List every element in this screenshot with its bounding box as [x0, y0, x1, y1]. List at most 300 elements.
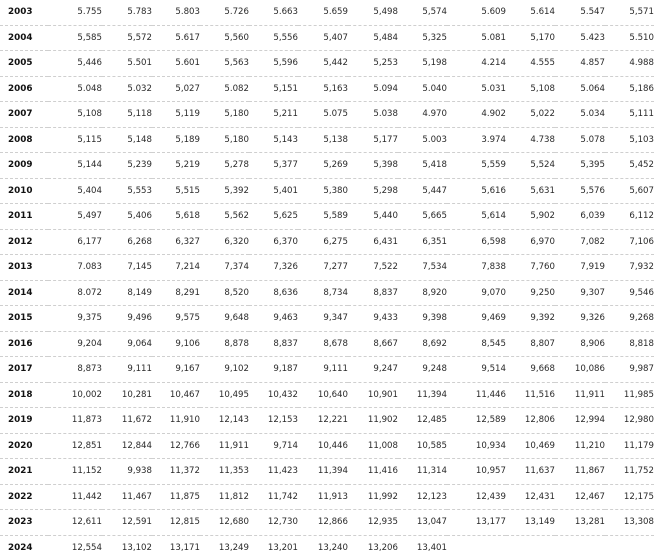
year-cell: 2023: [0, 510, 48, 536]
value-cell: 5.423: [555, 25, 605, 51]
value-cell: 13,308: [605, 510, 654, 536]
value-cell: 12,143: [200, 408, 249, 434]
value-cell: 11,314: [398, 459, 447, 485]
value-cell: 5.048: [48, 76, 102, 102]
year-cell: 2009: [0, 153, 48, 179]
year-cell: 2013: [0, 255, 48, 281]
year-cell: 2012: [0, 229, 48, 255]
table-row: [0, 76, 654, 102]
value-cell: 5,553: [102, 178, 152, 204]
value-cell: 12,431: [506, 484, 555, 510]
value-cell: 5,239: [102, 153, 152, 179]
year-cell: 2021: [0, 459, 48, 485]
table-row: [0, 0, 654, 25]
value-cell: 12,123: [398, 484, 447, 510]
value-cell: 5.094: [348, 76, 398, 102]
year-cell: 2022: [0, 484, 48, 510]
table-row: [0, 153, 654, 179]
table-row: [0, 178, 654, 204]
value-cell: 10,495: [200, 382, 249, 408]
value-cell: 11,467: [102, 484, 152, 510]
value-cell: 9,102: [200, 357, 249, 383]
value-cell: 11,812: [200, 484, 249, 510]
value-cell: 9,187: [249, 357, 298, 383]
value-cell: 5,170: [506, 25, 555, 51]
value-cell: 7,919: [555, 255, 605, 281]
value-cell: 5.601: [152, 51, 200, 77]
table-row: [0, 535, 654, 560]
value-cell: 11,179: [605, 433, 654, 459]
year-cell: 2006: [0, 76, 48, 102]
value-cell: 12,851: [48, 433, 102, 459]
value-cell: 9,070: [447, 280, 506, 306]
value-cell: 13,047: [398, 510, 447, 536]
value-cell: 13,281: [555, 510, 605, 536]
value-cell: 8,837: [348, 280, 398, 306]
value-cell: 5,118: [102, 102, 152, 128]
value-cell: 7,277: [298, 255, 348, 281]
value-cell: 5,556: [249, 25, 298, 51]
value-cell: 5,198: [398, 51, 447, 77]
value-cell: 5,211: [249, 102, 298, 128]
value-cell: 5,484: [348, 25, 398, 51]
value-cell: 12,815: [152, 510, 200, 536]
value-cell: 4.555: [506, 51, 555, 77]
value-cell: 12,485: [398, 408, 447, 434]
value-cell: 9,248: [398, 357, 447, 383]
value-cell: 6,320: [200, 229, 249, 255]
value-cell: 7.083: [48, 255, 102, 281]
value-cell: 8,520: [200, 280, 249, 306]
value-cell: 8.072: [48, 280, 102, 306]
value-cell: 11,910: [152, 408, 200, 434]
value-cell: 9,111: [102, 357, 152, 383]
value-cell: 5,148: [102, 127, 152, 153]
table-row: [0, 357, 654, 383]
value-cell: 10,446: [298, 433, 348, 459]
value-cell: 7,760: [506, 255, 555, 281]
value-cell: 5,398: [348, 153, 398, 179]
table-row: [0, 127, 654, 153]
value-cell: 5,616: [447, 178, 506, 204]
value-cell: 5.663: [249, 0, 298, 25]
year-cell: 2004: [0, 25, 48, 51]
value-cell: 10,585: [398, 433, 447, 459]
table-row: [0, 229, 654, 255]
value-cell: 11,752: [605, 459, 654, 485]
value-cell: 5,108: [48, 102, 102, 128]
value-cell: 11,985: [605, 382, 654, 408]
year-cell: 2007: [0, 102, 48, 128]
value-cell: 11,992: [348, 484, 398, 510]
value-cell: [555, 535, 605, 560]
value-cell: 5.082: [200, 76, 249, 102]
value-cell: 9,546: [605, 280, 654, 306]
value-cell: 5,325: [398, 25, 447, 51]
value-cell: 11,637: [506, 459, 555, 485]
value-cell: 5,108: [506, 76, 555, 102]
value-cell: 11,210: [555, 433, 605, 459]
value-cell: 4.857: [555, 51, 605, 77]
value-cell: 5,404: [48, 178, 102, 204]
value-cell: [506, 535, 555, 560]
value-cell: 11,902: [348, 408, 398, 434]
value-cell: 6,039: [555, 204, 605, 230]
value-cell: 6,431: [348, 229, 398, 255]
value-cell: 12,866: [298, 510, 348, 536]
value-cell: 6,177: [48, 229, 102, 255]
value-cell: 7,106: [605, 229, 654, 255]
value-cell: 5,380: [298, 178, 348, 204]
value-cell: 7,326: [249, 255, 298, 281]
table-row: [0, 25, 654, 51]
value-cell: 12,806: [506, 408, 555, 434]
value-cell: 11,911: [200, 433, 249, 459]
value-cell: 5,574: [398, 0, 447, 25]
table-row: [0, 433, 654, 459]
value-cell: 11,394: [398, 382, 447, 408]
value-cell: 9,514: [447, 357, 506, 383]
value-cell: 5,618: [152, 204, 200, 230]
value-cell: 5.032: [102, 76, 152, 102]
value-cell: 5,253: [348, 51, 398, 77]
value-cell: 6,598: [447, 229, 506, 255]
year-cell: 2019: [0, 408, 48, 434]
value-cell: 13,171: [169, 542, 200, 553]
value-cell: 11,516: [506, 382, 555, 408]
value-cell: 9,463: [249, 306, 298, 332]
value-cell: 8,906: [555, 331, 605, 357]
value-cell: 10,002: [48, 382, 102, 408]
value-cell: 5,163: [298, 76, 348, 102]
table-row: [0, 510, 654, 536]
value-cell: 9,668: [506, 357, 555, 383]
value-cell: 5.614: [506, 0, 555, 25]
value-cell: 9,064: [102, 331, 152, 357]
value-cell: 12,153: [249, 408, 298, 434]
value-cell: 11,911: [555, 382, 605, 408]
value-cell: 12,221: [298, 408, 348, 434]
value-cell: 5,442: [298, 51, 348, 77]
value-cell: 6,970: [506, 229, 555, 255]
value-cell: 5,180: [200, 102, 249, 128]
value-cell: 5,440: [348, 204, 398, 230]
value-cell: 5.034: [555, 102, 605, 128]
value-cell: 5.783: [102, 0, 152, 25]
value-cell: 11,913: [298, 484, 348, 510]
value-cell: 9,392: [506, 306, 555, 332]
value-cell: 12,844: [102, 433, 152, 459]
value-cell: 5,269: [298, 153, 348, 179]
value-cell: 9,268: [605, 306, 654, 332]
value-cell: 8,837: [249, 331, 298, 357]
value-cell: 8,807: [506, 331, 555, 357]
table-row: [0, 408, 654, 434]
value-cell: 7,214: [152, 255, 200, 281]
year-cell: 2011: [0, 204, 48, 230]
value-cell: 5,278: [200, 153, 249, 179]
value-cell: 7,082: [555, 229, 605, 255]
value-cell: 9,250: [506, 280, 555, 306]
value-cell: 10,281: [102, 382, 152, 408]
year-cell: 2014: [0, 280, 48, 306]
value-cell: 13,201: [267, 542, 298, 553]
value-cell: 5,596: [249, 51, 298, 77]
value-cell: 9,714: [249, 433, 298, 459]
value-cell: 11,672: [102, 408, 152, 434]
table-row: [0, 306, 654, 332]
value-cell: 13,240: [317, 542, 348, 553]
value-cell: 9,575: [152, 306, 200, 332]
value-cell: 5,452: [605, 153, 654, 179]
year-cell: 2017: [0, 357, 48, 383]
value-cell: 5,589: [298, 204, 348, 230]
value-cell: 12,589: [447, 408, 506, 434]
value-cell: 8,818: [605, 331, 654, 357]
value-cell: 5,665: [398, 204, 447, 230]
value-cell: 5,022: [506, 102, 555, 128]
value-cell: 13,206: [367, 542, 398, 553]
value-cell: 11,875: [152, 484, 200, 510]
value-cell: 12,766: [152, 433, 200, 459]
year-cell: 2010: [0, 178, 48, 204]
value-cell: 10,086: [555, 357, 605, 383]
value-cell: 5,498: [348, 0, 398, 25]
year-cell: 2015: [0, 306, 48, 332]
value-cell: 5.075: [298, 102, 348, 128]
value-cell: 11,416: [348, 459, 398, 485]
value-cell: 11,873: [48, 408, 102, 434]
value-cell: 5,902: [506, 204, 555, 230]
value-cell: 5,407: [298, 25, 348, 51]
value-cell: 5.547: [555, 0, 605, 25]
value-cell: 5.510: [605, 25, 654, 51]
value-cell: 5,562: [200, 204, 249, 230]
value-cell: 5.081: [447, 25, 506, 51]
value-cell: 4.214: [447, 51, 506, 77]
value-cell: 7,374: [200, 255, 249, 281]
value-cell: 7,838: [447, 255, 506, 281]
value-cell: 11,442: [48, 484, 102, 510]
value-cell: 7,534: [398, 255, 447, 281]
value-cell: 5.003: [398, 127, 447, 153]
value-cell: 5.031: [447, 76, 506, 102]
value-cell: 10,469: [506, 433, 555, 459]
value-cell: 9,347: [298, 306, 348, 332]
value-cell: 8,878: [200, 331, 249, 357]
value-cell: 11,394: [298, 459, 348, 485]
value-cell: 5,560: [200, 25, 249, 51]
value-cell: 5,625: [249, 204, 298, 230]
value-cell: 5,446: [48, 51, 102, 77]
value-cell: 11,867: [555, 459, 605, 485]
value-cell: 9,106: [152, 331, 200, 357]
value-cell: 12,467: [555, 484, 605, 510]
value-cell: 5,515: [152, 178, 200, 204]
value-cell: 5,563: [200, 51, 249, 77]
value-cell: [447, 535, 506, 560]
value-cell: 8,678: [298, 331, 348, 357]
value-cell: 10,467: [152, 382, 200, 408]
value-cell: 11,742: [249, 484, 298, 510]
value-cell: 10,957: [447, 459, 506, 485]
value-cell: [605, 535, 654, 560]
value-cell: 7,932: [605, 255, 654, 281]
value-cell: 5.078: [555, 127, 605, 153]
table-row: [0, 382, 654, 408]
value-cell: 8,149: [102, 280, 152, 306]
value-cell: 4.970: [398, 102, 447, 128]
value-cell: 5,406: [102, 204, 152, 230]
value-cell: 10,432: [249, 382, 298, 408]
value-cell: 5,392: [200, 178, 249, 204]
value-cell: 13,149: [506, 510, 555, 536]
value-cell: 11,152: [48, 459, 102, 485]
value-cell: 5.038: [348, 102, 398, 128]
value-cell: 8,636: [249, 280, 298, 306]
value-cell: 12,680: [200, 510, 249, 536]
value-cell: 9,375: [48, 306, 102, 332]
value-cell: 3.974: [447, 127, 506, 153]
value-cell: 10,934: [447, 433, 506, 459]
value-cell: 8,920: [398, 280, 447, 306]
value-cell: 5.617: [152, 25, 200, 51]
value-cell: 12,935: [348, 510, 398, 536]
value-cell: 5,576: [555, 178, 605, 204]
value-cell: 4.988: [605, 51, 654, 77]
value-cell: 5,497: [48, 204, 102, 230]
value-cell: 5,151: [249, 76, 298, 102]
table-row: [0, 51, 654, 77]
value-cell: 5,571: [605, 0, 654, 25]
value-cell: 13,177: [447, 510, 506, 536]
value-cell: 5,180: [200, 127, 249, 153]
value-cell: 9,307: [555, 280, 605, 306]
value-cell: 8,667: [348, 331, 398, 357]
value-cell: 5.064: [555, 76, 605, 102]
value-cell: 6,351: [398, 229, 447, 255]
year-cell: 2018: [0, 382, 48, 408]
value-cell: 5.803: [152, 0, 200, 25]
value-cell: 5.659: [298, 0, 348, 25]
value-cell: 9,987: [605, 357, 654, 383]
value-cell: 5,115: [48, 127, 102, 153]
value-cell: 12,175: [605, 484, 654, 510]
value-cell: 6,327: [152, 229, 200, 255]
value-cell: 12,730: [249, 510, 298, 536]
value-cell: 8,692: [398, 331, 447, 357]
value-cell: 5,395: [555, 153, 605, 179]
value-cell: 5,631: [506, 178, 555, 204]
value-cell: 5,027: [152, 76, 200, 102]
value-cell: 5.040: [398, 76, 447, 102]
value-cell: 9,433: [348, 306, 398, 332]
value-cell: 9,111: [298, 357, 348, 383]
year-cell: 2024: [8, 542, 33, 553]
year-cell: 2005: [0, 51, 48, 77]
value-cell: 5,447: [398, 178, 447, 204]
value-cell: 12,591: [102, 510, 152, 536]
value-cell: 5,103: [605, 127, 654, 153]
year-cell: 2020: [0, 433, 48, 459]
value-cell: 11,446: [447, 382, 506, 408]
value-cell: 7,522: [348, 255, 398, 281]
value-cell: 5,298: [348, 178, 398, 204]
value-cell: 6,268: [102, 229, 152, 255]
value-cell: 5,524: [506, 153, 555, 179]
table-row: [0, 459, 654, 485]
value-cell: 6,275: [298, 229, 348, 255]
value-cell: 5,138: [298, 127, 348, 153]
year-cell: 2016: [0, 331, 48, 357]
value-cell: 4.738: [506, 127, 555, 153]
value-cell: 11,353: [200, 459, 249, 485]
value-cell: 12,980: [605, 408, 654, 434]
value-cell: 5,585: [48, 25, 102, 51]
value-cell: 12,994: [555, 408, 605, 434]
value-cell: 12,554: [71, 542, 102, 553]
value-cell: 5,559: [447, 153, 506, 179]
value-cell: 5,143: [249, 127, 298, 153]
value-cell: 5.726: [200, 0, 249, 25]
value-cell: 5,177: [348, 127, 398, 153]
value-cell: 4.902: [447, 102, 506, 128]
value-cell: 10,901: [348, 382, 398, 408]
value-cell: 6,112: [605, 204, 654, 230]
value-cell: 8,873: [48, 357, 102, 383]
value-cell: 9,648: [200, 306, 249, 332]
table-row: [0, 280, 654, 306]
value-cell: 5,144: [48, 153, 102, 179]
value-cell: 5,119: [152, 102, 200, 128]
value-cell: 13,249: [218, 542, 249, 553]
table-row: [0, 102, 654, 128]
value-cell: 5.501: [102, 51, 152, 77]
value-cell: 5,607: [605, 178, 654, 204]
value-cell: 12,611: [48, 510, 102, 536]
table-row: [0, 484, 654, 510]
value-cell: 13,102: [121, 542, 152, 553]
value-cell: 11,423: [249, 459, 298, 485]
value-cell: 9,204: [48, 331, 102, 357]
value-cell: 9,167: [152, 357, 200, 383]
value-cell: 8,545: [447, 331, 506, 357]
table-row: [0, 255, 654, 281]
value-cell: 10,640: [298, 382, 348, 408]
value-cell: 7,145: [102, 255, 152, 281]
table-row: [0, 204, 654, 230]
value-cell: 5,377: [249, 153, 298, 179]
value-cell: 8,291: [152, 280, 200, 306]
table-row: [0, 331, 654, 357]
value-cell: 5.609: [447, 0, 506, 25]
value-cell: 9,469: [447, 306, 506, 332]
value-cell: 13,401: [416, 542, 447, 553]
value-cell: 5,401: [249, 178, 298, 204]
value-cell: 5,111: [605, 102, 654, 128]
value-cell: 11,008: [348, 433, 398, 459]
value-cell: 9,326: [555, 306, 605, 332]
value-cell: 5,189: [152, 127, 200, 153]
value-cell: 11,372: [152, 459, 200, 485]
value-cell: 5,186: [605, 76, 654, 102]
value-cell: 6,370: [249, 229, 298, 255]
value-cell: 5,418: [398, 153, 447, 179]
value-cell: 9,938: [102, 459, 152, 485]
value-cell: 5,219: [152, 153, 200, 179]
value-cell: 5.755: [48, 0, 102, 25]
value-cell: 9,398: [398, 306, 447, 332]
